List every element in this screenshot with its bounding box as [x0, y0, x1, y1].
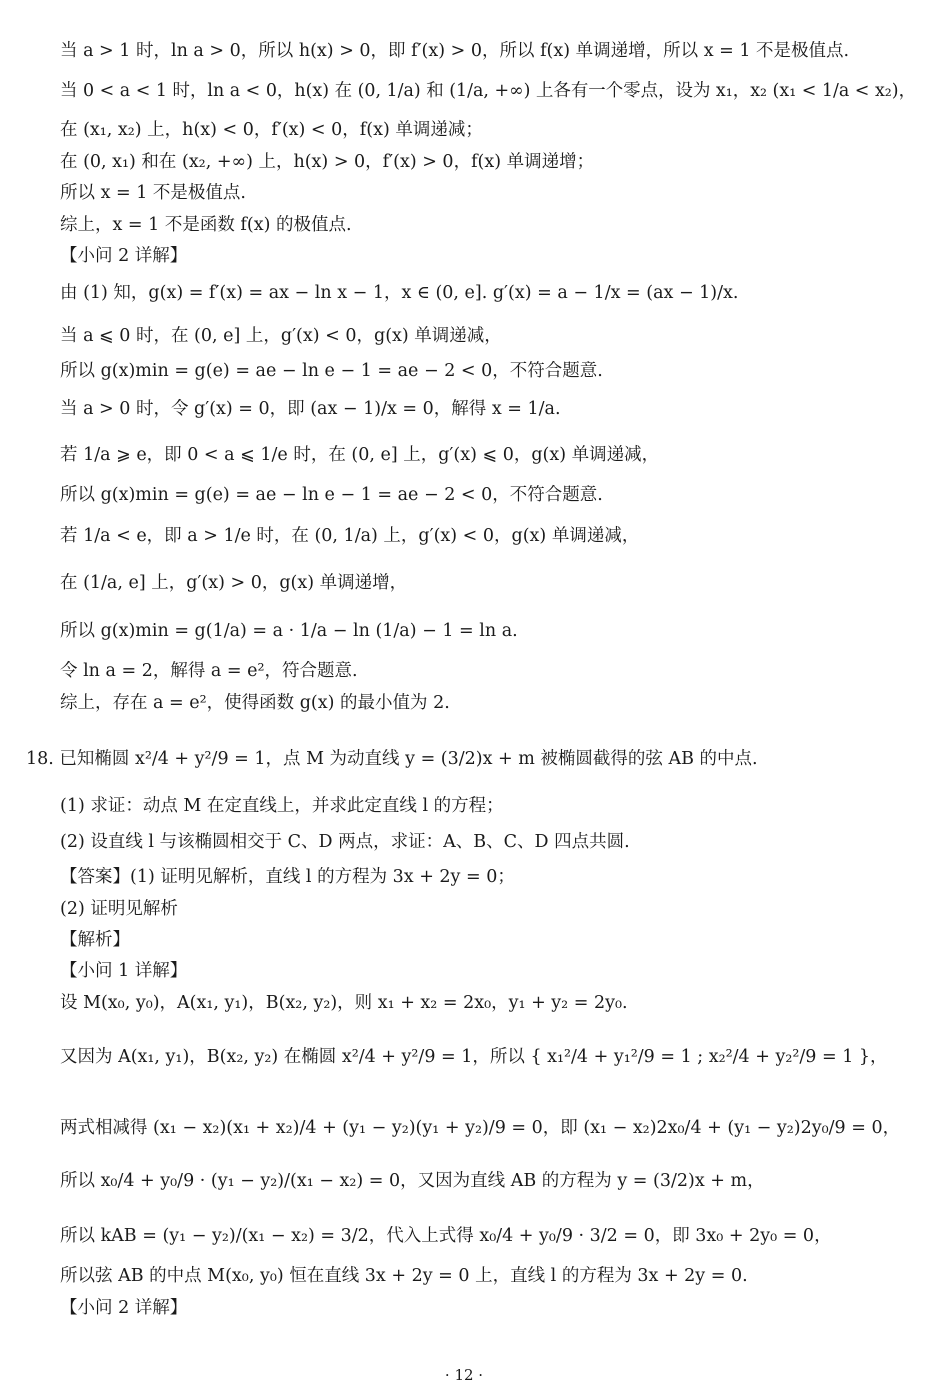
text-line: 在 (0, x₁) 和在 (x₂, +∞) 上，h(x) > 0，f′(x) > 0，f(x) 单调递增； [60, 152, 595, 172]
text-line: 综上，x = 1 不是函数 f(x) 的极值点. [60, 215, 352, 235]
text-line: 所以 g(x)min = g(1/a) = a · 1/a − ln (1/a) − 1 = ln a. [60, 621, 518, 641]
text-line: 两式相减得 (x₁ − x₂)(x₁ + x₂)/4 + (y₁ − y₂)(y₁ + y₂)/9 = 0，即 (x₁ − x₂)2x₀/4 + (y₁ − y₂)2y₀/9 = 0， [60, 1118, 901, 1138]
text-line: 又因为 A(x₁, y₁)，B(x₂, y₂) 在椭圆 x²/4 + y²/9 = 1，所以 { x₁²/4 + y₁²/9 = 1 ; x₂²/4 + y₂²/9 = 1 }， [60, 1047, 888, 1067]
text-line: 若 1/a ⩾ e，即 0 < a ⩽ 1/e 时，在 (0, e] 上，g′(x) ⩽ 0，g(x) 单调递减， [60, 445, 660, 465]
problem-18-statement: 18. 已知椭圆 x²/4 + y²/9 = 1，点 M 为动直线 y = (3/2)x + m 被椭圆截得的弦 AB 的中点. [26, 749, 758, 769]
answer-line: 【答案】(1) 证明见解析，直线 l 的方程为 3x + 2y = 0； [60, 867, 515, 887]
text-line: 当 0 < a < 1 时，ln a < 0，h(x) 在 (0, 1/a) 和 (1/a, +∞) 上各有一个零点，设为 x₁，x₂ (x₁ < 1/a < x₂)， [60, 81, 917, 101]
analysis-heading: 【解析】 [60, 930, 130, 950]
text-line: 在 (x₁, x₂) 上，h(x) < 0，f′(x) < 0，f(x) 单调递减； [60, 120, 483, 140]
text-line: 所以 x = 1 不是极值点. [60, 183, 246, 203]
section-heading: 【小问 2 详解】 [60, 1298, 188, 1318]
text-line: 综上，存在 a = e²，使得函数 g(x) 的最小值为 2. [60, 693, 450, 713]
text-line: 所以 x₀/4 + y₀/9 · (y₁ − y₂)/(x₁ − x₂) = 0，又因为直线 AB 的方程为 y = (3/2)x + m， [60, 1171, 765, 1191]
text-line: 所以 g(x)min = g(e) = ae − ln e − 1 = ae − 2 < 0，不符合题意. [60, 361, 603, 381]
text-line: 设 M(x₀, y₀)，A(x₁, y₁)，B(x₂, y₂)，则 x₁ + x₂ = 2x₀，y₁ + y₂ = 2y₀. [60, 993, 628, 1013]
text-line: 所以 g(x)min = g(e) = ae − ln e − 1 = ae − 2 < 0，不符合题意. [60, 485, 603, 505]
text-line: 当 a ⩽ 0 时，在 (0, e] 上，g′(x) < 0，g(x) 单调递减， [60, 326, 502, 346]
text-line: 在 (1/a, e] 上，g′(x) > 0，g(x) 单调递增， [60, 573, 408, 593]
text-line: 所以弦 AB 的中点 M(x₀, y₀) 恒在直线 3x + 2y = 0 上，直线 l 的方程为 3x + 2y = 0. [60, 1266, 748, 1286]
text-line: 令 ln a = 2，解得 a = e²，符合题意. [60, 661, 358, 681]
text-line: 所以 kAB = (y₁ − y₂)/(x₁ − x₂) = 3/2，代入上式得 x₀/4 + y₀/9 · 3/2 = 0，即 3x₀ + 2y₀ = 0， [60, 1226, 832, 1246]
page-number: · 12 · [444, 1366, 484, 1384]
subquestion-1: (1) 求证：动点 M 在定直线上，并求此定直线 l 的方程； [60, 796, 504, 816]
answer-line: (2) 证明见解析 [60, 899, 178, 919]
section-heading: 【小问 1 详解】 [60, 961, 188, 981]
section-heading: 【小问 2 详解】 [60, 246, 188, 266]
text-line: 当 a > 0 时，令 g′(x) = 0，即 (ax − 1)/x = 0，解得 x = 1/a. [60, 399, 561, 419]
text-line: 当 a > 1 时，ln a > 0，所以 h(x) > 0，即 f′(x) > 0，所以 f(x) 单调递增，所以 x = 1 不是极值点. [60, 41, 850, 61]
subquestion-2: (2) 设直线 l 与该椭圆相交于 C、D 两点，求证：A、B、C、D 四点共圆. [60, 832, 630, 852]
text-line: 由 (1) 知，g(x) = f′(x) = ax − ln x − 1，x ∈ (0, e]. g′(x) = a − 1/x = (ax − 1)/x. [60, 283, 739, 303]
text-line: 若 1/a < e，即 a > 1/e 时，在 (0, 1/a) 上，g′(x) < 0，g(x) 单调递减， [60, 526, 640, 546]
